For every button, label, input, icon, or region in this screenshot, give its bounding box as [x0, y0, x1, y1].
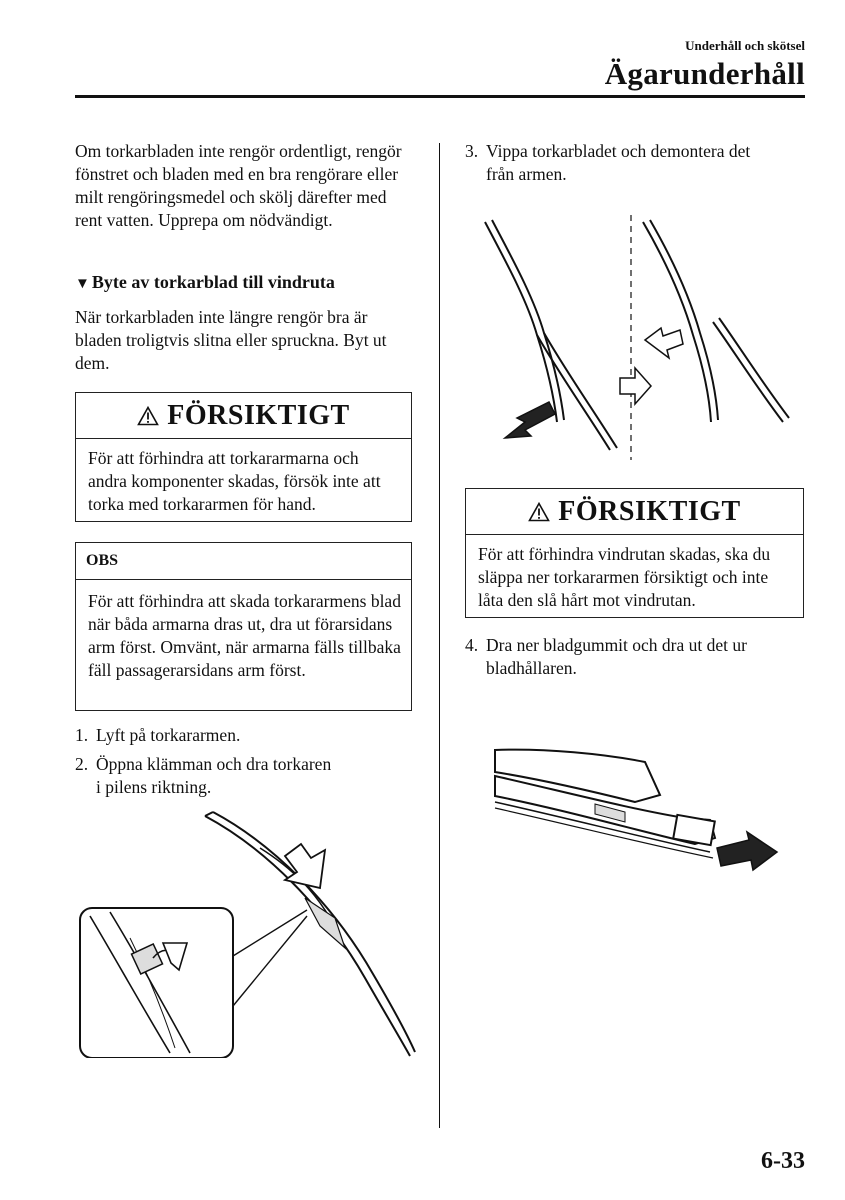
- step-2-text-line1: Öppna klämman och dra torkaren: [96, 754, 332, 774]
- step-3-text-line1: Vippa torkarbladet och demontera det: [486, 141, 751, 161]
- page-title: Ägarunderhåll: [604, 56, 805, 91]
- caution-title: FÖRSIKTIGT: [167, 399, 350, 431]
- note-box: [75, 542, 412, 711]
- intro-paragraph: Om torkarbladen inte rengör ordentligt, rengör fönstret och bladen med en bra rengörare eller milt rengöringsmedel och skölj därefter med rent vatten. Upprepa om nödvändigt.: [75, 141, 402, 230]
- step-3-text-line2: från armen.: [486, 164, 567, 184]
- pull-rubber-figure: [485, 740, 795, 880]
- caution-box-left: [75, 392, 412, 522]
- warning-triangle-icon: [137, 406, 159, 426]
- step-1-text: Lyft på torkararmen.: [96, 725, 241, 745]
- subheading-marker: ▼: [75, 276, 90, 292]
- arrow-icon: [285, 844, 325, 888]
- step-4-number: 4.: [465, 635, 479, 655]
- step-4: [465, 634, 805, 680]
- detail-inset: [80, 908, 233, 1058]
- caution-title: FÖRSIKTIGT: [558, 495, 741, 527]
- step-3-number: 3.: [465, 141, 479, 161]
- tilt-blade-figure: [465, 210, 805, 465]
- replace-paragraph-wrap: [75, 306, 415, 375]
- step-1-number: 1.: [75, 725, 89, 745]
- step-2: [75, 753, 415, 799]
- subheading-text: Byte av torkarblad till vindruta: [91, 272, 335, 292]
- step-1: [75, 724, 415, 747]
- caution-header: [76, 393, 411, 439]
- step-4-text-line2: bladhållaren.: [486, 658, 577, 678]
- header-rule: [75, 95, 805, 98]
- replace-paragraph: När torkarbladen inte längre rengör bra är bladen troligtvis slitna eller spruckna. Byt ut dem.: [75, 307, 387, 373]
- column-divider: [439, 143, 440, 1128]
- step-4-text-line1: Dra ner bladgummit och dra ut det ur: [486, 635, 747, 655]
- subheading: [75, 272, 415, 293]
- wiper-clip-figure: [75, 808, 420, 1058]
- page-number: 6-33: [761, 1148, 805, 1174]
- caution-header: [466, 489, 803, 535]
- note-text: För att förhindra att skada torkararmens blad när båda armarna dras ut, dra ut förarsidans arm först. Omvänt, när armarna fälls tillbaka fäll passagerarsidans arm först.: [88, 591, 401, 680]
- left-column: [75, 140, 415, 232]
- caution-box-right: [465, 488, 804, 618]
- caution-text: För att förhindra att torkararmarna och andra komponenter skadas, försök inte att torka med torkararmen för hand.: [88, 448, 381, 514]
- header-section-label: Underhåll och skötsel: [685, 38, 805, 53]
- warning-triangle-icon: [528, 502, 550, 522]
- step-2-number: 2.: [75, 754, 89, 774]
- note-header: OBS: [76, 543, 411, 580]
- step-3: [465, 140, 805, 186]
- step-2-text-line2: i pilens riktning.: [96, 777, 212, 797]
- caution-text: För att förhindra vindrutan skadas, ska du släppa ner torkararmen försiktigt och inte låta den slå hårt mot vindrutan.: [478, 544, 771, 610]
